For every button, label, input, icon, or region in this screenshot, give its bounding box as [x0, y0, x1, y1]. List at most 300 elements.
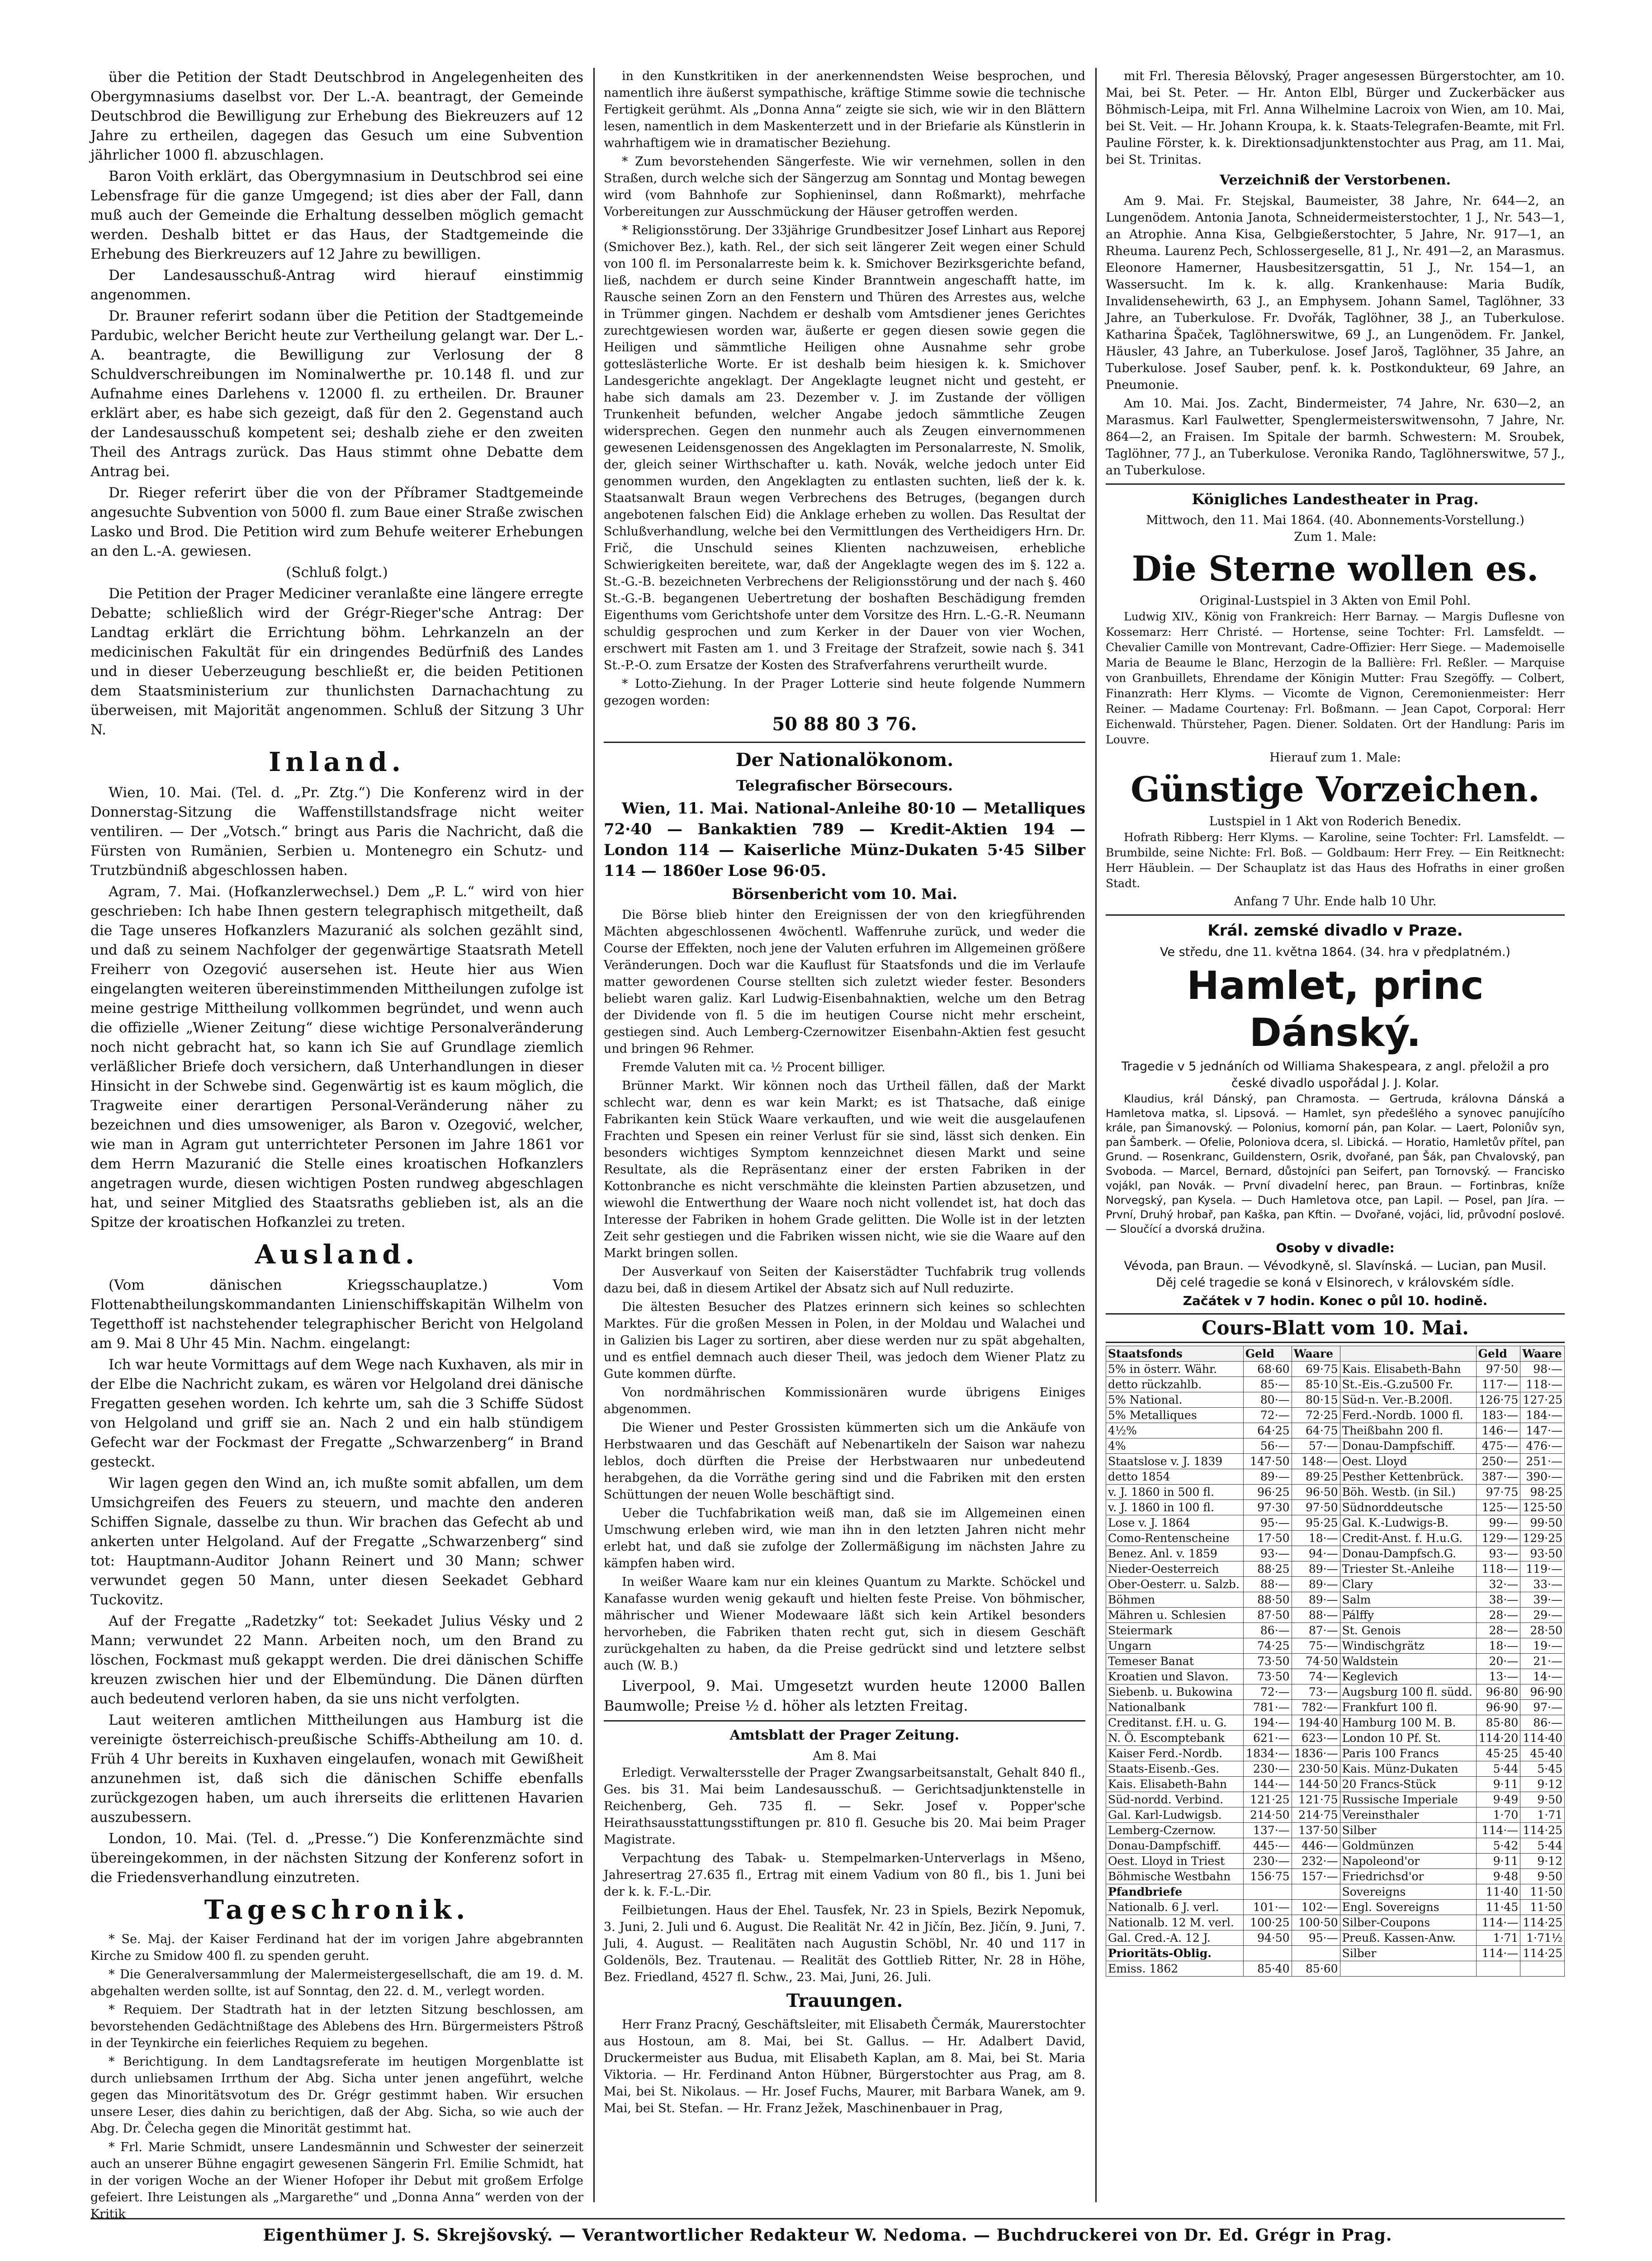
- table-cell: 19·—: [1520, 1638, 1565, 1654]
- czech-times: Začátek v 7 hodin. Konec o půl 10. hodině.: [1183, 1293, 1488, 1308]
- table-cell: Napoleond'or: [1340, 1854, 1476, 1869]
- table-cell: detto 1854: [1106, 1469, 1244, 1485]
- table-header-cell: [1340, 1346, 1476, 1362]
- table-cell: 9·48: [1476, 1869, 1520, 1884]
- table-cell: 96·90: [1476, 1700, 1520, 1715]
- table-cell: 782·—: [1292, 1700, 1340, 1715]
- news-item: * Se. Maj. der Kaiser Ferdinand hat der im vorigen Jahre abgebrannten Kirche zu Smidow 400 fl. zu spenden geruht.: [90, 1932, 583, 1963]
- table-row: [1106, 1561, 1565, 1577]
- czech-note: Děj celé tragedie se koná v Elsinorech, v královském sídle.: [1156, 1276, 1515, 1290]
- table-cell: 1·71: [1520, 1807, 1565, 1823]
- table-cell: 29·—: [1520, 1608, 1565, 1623]
- table-row: [1106, 1792, 1565, 1807]
- article-paragraph: Wien, 10. Mai. (Tel. d. „Pr. Ztg.“) Die Konferenz wird in der Donnerstag-Sitzung die Waffenstillstandsfrage nicht weiter ventiliren. — Der „Votsch.“ bringt aus Paris die Nachricht, daß die Fürsten von Rumänien, Serbien u. Montenegro ein Schutz- und Trutzbündniß abgeschlossen haben.: [90, 785, 583, 879]
- table-cell: 475·—: [1476, 1438, 1520, 1454]
- table-cell: Silber: [1340, 1946, 1476, 1961]
- table-cell: Donau-Dampfschiff.: [1340, 1438, 1476, 1454]
- table-cell: 86·—: [1520, 1715, 1565, 1731]
- table-cell: 89·25: [1292, 1469, 1340, 1485]
- news-item: Feilbietungen. Haus der Ehel. Tausfek, Nr. 23 in Spiels, Bezirk Nepomuk, 3. Juni, 2. Juli und 6. August. Die Realität Nr. 42 in Jičín, Bez. Jičín, 9. Juni, 7. Juli, 4. August. — Realitäten nach Augustin Schöbl, Nr. 40 und 117 in Goldenöls, Bez. Trautenau. — Realität des Gottlieb Ritter, Nr. 28 in Höhe, Bez. Friedland, 4527 fl. Schw., 23. Mai, Juni, 26. Juli.: [604, 1903, 1085, 1984]
- theatre-date: Mittwoch, den 11. Mai 1864. (40. Abonnements-Vorstellung.): [1146, 513, 1524, 527]
- table-cell: 126·75: [1476, 1392, 1520, 1408]
- table-cell: 114·25: [1520, 1946, 1565, 1961]
- table-cell: Triester St.-Anleihe: [1340, 1561, 1476, 1577]
- table-row: [1106, 1377, 1565, 1392]
- table-cell: 98·—: [1520, 1362, 1565, 1377]
- table-cell: 88·50: [1243, 1592, 1292, 1608]
- table-cell: 5% in österr. Währ.: [1106, 1362, 1244, 1377]
- table-row: [1106, 1608, 1565, 1623]
- table-cell: Sovereigns: [1340, 1884, 1476, 1900]
- table-cell: Süd-nordd. Verbind.: [1106, 1792, 1244, 1807]
- table-cell: Donau-Dampfsch.G.: [1340, 1546, 1476, 1561]
- table-cell: 147·50: [1243, 1454, 1292, 1469]
- table-cell: Paris 100 Francs: [1340, 1746, 1476, 1761]
- table-cell: Ober-Oesterr. u. Salzb.: [1106, 1577, 1244, 1592]
- table-cell: 117·—: [1476, 1377, 1520, 1392]
- table-cell: 446·—: [1292, 1838, 1340, 1854]
- exchange-table: [1106, 1346, 1565, 1977]
- column-3: [1106, 68, 1565, 2202]
- table-cell: 194·40: [1292, 1715, 1340, 1731]
- news-item: * Frl. Marie Schmidt, unsere Landesmännin und Schwester der seinerzeit auch an unserer Bühne engagirt gewesenen Sängerin Frl. Emilie Schmidt, hat in der vorigen Woche an der Wiener Hofoper ihr Debut mit großem Erfolge gefeiert. Ihre Leistungen als „Margarethe“ und „Donna Anna“ werden von der Kritik: [90, 2140, 583, 2221]
- play-subtitle: Original-Lustspiel in 3 Akten von Emil Pohl.: [1199, 594, 1471, 608]
- table-cell: 94·50: [1243, 1930, 1292, 1946]
- table-cell: 147·—: [1520, 1423, 1565, 1438]
- table-cell: 4%: [1106, 1438, 1244, 1454]
- table-cell: Pfandbriefe: [1106, 1884, 1244, 1900]
- table-cell: 13·—: [1476, 1669, 1520, 1684]
- table-cell: 64·75: [1292, 1423, 1340, 1438]
- table-cell: Frankfurt 100 fl.: [1340, 1700, 1476, 1715]
- table-cell: 93·—: [1476, 1546, 1520, 1561]
- column-2: [604, 68, 1085, 2202]
- table-cell: 74·25: [1243, 1638, 1292, 1654]
- table-cell: Lose v. J. 1864: [1106, 1515, 1244, 1531]
- subheading-boersenbericht: Börsenbericht vom 10. Mai.: [732, 885, 957, 903]
- newspaper-page: [90, 68, 1565, 2261]
- table-cell: Gal. K.-Ludwigs-B.: [1340, 1515, 1476, 1531]
- table-cell: 230·50: [1292, 1761, 1340, 1777]
- article-paragraph: Der Landesausschuß-Antrag wird hierauf einstimmig angenommen.: [90, 267, 583, 303]
- table-header-cell: Staatsfonds: [1106, 1346, 1244, 1362]
- table-cell: 9·11: [1476, 1854, 1520, 1869]
- section-heading-nationaloekonom: Der Nationalökonom.: [735, 749, 954, 771]
- table-cell: detto rückzahlb.: [1106, 1377, 1244, 1392]
- table-cell: 17·50: [1243, 1531, 1292, 1546]
- table-cell: 125·—: [1476, 1500, 1520, 1515]
- table-cell: 194·—: [1243, 1715, 1292, 1731]
- table-cell: 251·—: [1520, 1454, 1565, 1469]
- table-cell: 21·—: [1520, 1654, 1565, 1669]
- article-paragraph: Wir lagen gegen den Wind an, ich mußte somit abfallen, um dem Umsichgreifen des Feuers zu steuern, und machte den anderen Schiffen Signale, dasselbe zu thun. Wir brachen das Gefecht ab und ankerten unter Helgoland. Auf der Fregatte „Schwarzenberg“ sind tot: Hauptmann-Auditor Johann Reinert und 30 Mann; schwer verwundet gegen 50 Mann, unter diesen Seekadet Gebhard Tuckovitz.: [90, 1475, 583, 1608]
- table-cell: 9·11: [1476, 1777, 1520, 1792]
- table-cell: 387·—: [1476, 1469, 1520, 1485]
- table-row: [1106, 1700, 1565, 1715]
- table-cell: 11·40: [1476, 1884, 1520, 1900]
- news-item: Herr Franz Pracný, Geschäftsleiter, mit Elisabeth Čermák, Maurerstochter aus Hostoun, am 8. Mai, bei St. Gallus. — Hr. Adalbert David, Druckermeister aus Budua, mit Elisabeth Kaplan, am 8. Mai, bei St. Maria Viktoria. — Hr. Ferdinand Anton Hübner, Bürgerstochter aus Prag, am 8. Mai, bei St. Nikolaus. — Hr. Josef Fuchs, Maurer, mit Barbara Wanek, am 9. Mai, bei St. Stefan. — Hr. Franz Ježek, Maschinenbauer in Prag,: [604, 2018, 1085, 2115]
- table-cell: Silber: [1340, 1823, 1476, 1838]
- table-cell: 445·—: [1243, 1838, 1292, 1854]
- lotto-numbers: 50 88 80 3 76.: [772, 714, 917, 735]
- article-paragraph: Die Börse blieb hinter den Ereignissen der von den kriegführenden Mächten abgeschlossenen 4wöchentl. Waffenruhe zurück, und weder die Course der Effekten, noch jene der Valuten erfuhren im Allgemeinen größere Veränderungen. Doch war die Kauflust für Staatsfonds und die im Verlaufe matter gewordenen Course stellten sich zuletzt wieder fester. Besonders beliebt waren galiz. Karl Ludwig-Eisenbahnaktien, welche um den Betrag der Dividende von fl. 5 die im heutigen Course nicht mehr erscheint, gestiegen sind. Auch Lemberg-Czernowitzer Eisenbahn-Aktien fest gesucht und bringen 96 Rehmer.: [604, 908, 1085, 1056]
- table-cell: 73·50: [1243, 1654, 1292, 1669]
- table-cell: Kais. Elisabeth-Bahn: [1106, 1777, 1244, 1792]
- table-cell: 9·50: [1520, 1869, 1565, 1884]
- table-cell: 72·—: [1243, 1684, 1292, 1700]
- table-cell: 69·75: [1292, 1362, 1340, 1377]
- table-cell: 146·—: [1476, 1423, 1520, 1438]
- exchange-rates: Wien, 11. Mai. National-Anleihe 80·10 — Metalliques 72·40 — Bankaktien 789 — Kredit-Aktien 194 — London 114 — Kaiserliche Münz-Dukaten 5·45 Silber 114 — 1860er Lose 96·05.: [604, 799, 1085, 880]
- table-cell: 250·—: [1476, 1454, 1520, 1469]
- table-cell: Kais. Elisabeth-Bahn: [1340, 1362, 1476, 1377]
- table-cell: 127·25: [1520, 1392, 1565, 1408]
- article-paragraph: über die Petition der Stadt Deutschbrod in Angelegenheiten des Obergymnasiums daselbst vor. Der L.-A. beantragt, der Gemeinde Deutschbrod die Bewilligung zur Erhebung des Biekreuzers auf 12 Jahre zu ertheilen, dagegen das Gesuch um eine Subvention jährlicher 1000 fl. abzuschlagen.: [90, 69, 583, 163]
- subheading-amtsblatt: Amtsblatt der Prager Zeitung.: [729, 1727, 960, 1743]
- table-cell: 148·—: [1292, 1454, 1340, 1469]
- table-row: [1106, 1654, 1565, 1669]
- divider: [1106, 914, 1565, 916]
- table-cell: Kaiser Ferd.-Nordb.: [1106, 1746, 1244, 1761]
- table-row: [1106, 1438, 1565, 1454]
- article-paragraph: Dr. Rieger referirt über die von der Příbramer Stadtgemeinde angesuchte Subvention von 5000 fl. zum Baue einer Straße zwischen Lasko und Brod. Die Petition wird zum Behufe weiterer Erhebungen an den L.-A. gewiesen.: [90, 485, 583, 559]
- subheading-telegraphic: Telegrafischer Börsecours.: [736, 777, 953, 794]
- table-cell: 96·80: [1476, 1684, 1520, 1700]
- table-cell: 33·—: [1520, 1577, 1565, 1592]
- table-cell: [1476, 1961, 1520, 1977]
- table-cell: Clary: [1340, 1577, 1476, 1592]
- table-cell: 623·—: [1292, 1731, 1340, 1746]
- news-item: * Religionsstörung. Der 33jährige Grundbesitzer Josef Linhart aus Reporej (Smichover Bez.), kath. Rel., der sich seit längerer Zeit wegen einer Schuld von 100 fl. im Personalarreste beim k. k. Smichover Bezirksgerichte befand, ließ, nachdem er durch seine Kinder Branntwein angeschafft hatte, im Rausche seinen Zorn an den Fenstern und Thüren des Arrestes aus, welche in Trümmer gingen. Nachdem er deshalb vom Amtsdiener jenes Gerichtes zurechtgewiesen worden war, äußerte er gegen diesen sowie gegen die Heiligen und sämmtliche Heiligen ohne Ausnahme sehr grobe gotteslästerliche Worte. Er ist deshalb beim hiesigen k. k. Smichover Landesgerichte angeklagt. Der Angeklagte leugnet nicht und gesteht, er habe sich damals am 23. Dezember v. J. im Zustande der völligen Trunkenheit befunden, welcher Angabe jedoch sämmtliche Zeugen widersprechen. Gegen den nunmehr auch als Zeugen einvernommenen gewesenen Leidensgenossen des Angeklagten im Personalarreste, N. Smolik, der, gleich seiner Wirthschafter u. kath. Novák, welche jedoch unter Eid genommen wurden, den Angeklagten zu entlasten suchten, ließ der k. k. Staatsanwalt Braun wegen Verbrechens des Betruges, (begangen durch angebotenen falschen Eid) die Anklage erheben zu wollen. Das Resultat der Schlußverhandlung, welche bei den Vermittlungen des Vertheidigers Hrn. Dr. Frič, die Unschuld seines Klienten nachzuweisen, erhebliche Schwierigkeiten bereitete, war, daß der Angeklagte wegen des im §. 122 a. St.-G.-B. bezeichneten Verbrechens der Religionsstörung und der nach §. 460 St.-G.-B. begangenen Uebertretung der boshaften Beschädigung fremden Eigenthums vom Gerichtshofe unter dem Vorsitze des Hrn. L.-G.-R. Neumann schuldig gesprochen und zum Kerker in der Dauer von vier Wochen, erschwert mit Fasten am 1. und 3 Freitage der Strafzeit, sowie nach §. 341 St.-P.-O. zum Ersatze der Kosten des Strafverfahrens verurtheilt wurde.: [604, 223, 1085, 672]
- table-cell: 1·71: [1476, 1930, 1520, 1946]
- table-cell: [1243, 1884, 1292, 1900]
- table-cell: 97·75: [1476, 1485, 1520, 1500]
- play-cast: Hofrath Ribberg: Herr Klyms. — Karoline, seine Tochter: Frl. Lamsfeldt. — Brumbilde, seine Nichte: Frl. Boß. — Goldbaum: Herr Frey. — Ein Reitknecht: Herr Häublein. — Der Schauplatz ist das Haus des Hofraths in einer großen Stadt.: [1106, 831, 1565, 890]
- table-cell: 214·50: [1243, 1807, 1292, 1823]
- divider: [604, 742, 1085, 743]
- table-cell: 1·71½: [1520, 1930, 1565, 1946]
- table-row: [1106, 1362, 1565, 1377]
- table-cell: Prioritäts-Oblig.: [1106, 1946, 1244, 1961]
- table-cell: 11·50: [1520, 1900, 1565, 1915]
- table-cell: 5·44: [1520, 1838, 1565, 1854]
- table-cell: Russische Imperiale: [1340, 1792, 1476, 1807]
- table-cell: 114·20: [1476, 1731, 1520, 1746]
- section-heading-inland: Inland.: [269, 747, 405, 777]
- theatre-second-label: Hierauf zum 1. Male:: [1269, 751, 1401, 765]
- table-cell: 87·—: [1292, 1623, 1340, 1638]
- table-cell: 88·—: [1292, 1608, 1340, 1623]
- czech-theatre-heading: Král. zemské divadlo v Praze.: [1207, 922, 1463, 940]
- table-cell: Kroatien und Slavon.: [1106, 1669, 1244, 1684]
- table-cell: [1340, 1961, 1476, 1977]
- table-cell: Staatslose v. J. 1839: [1106, 1454, 1244, 1469]
- table-cell: 20·—: [1476, 1654, 1520, 1669]
- table-cell: 80·—: [1243, 1392, 1292, 1408]
- column-divider: [1095, 68, 1097, 2202]
- article-paragraph: Dr. Brauner referirt sodann über die Petition der Stadtgemeinde Pardubic, welcher Bericht heute zur Vertheilung gelangt war. Der L.-A. beantragte, die Bewilligung zur Verlosung der 8 Schuldverschreibungen im Nominalwerthe pr. 10.148 fl. und zur Aufnahme eines Darlehens v. 12000 fl. zu ertheilen. Dr. Brauner erklärt aber, es habe sich gezeigt, daß für den 2. Gegenstand auch der Landesausschuß kompetent sei; deshalb ziehe er den zweiten Theil des Antrags zurück. Das Haus stimmt ohne Debatte dem Antrag bei.: [90, 308, 583, 480]
- table-cell: 96·25: [1243, 1485, 1292, 1500]
- table-cell: [1292, 1884, 1340, 1900]
- table-cell: 96·90: [1520, 1684, 1565, 1700]
- table-row: [1106, 1761, 1565, 1777]
- table-row: [1106, 1746, 1565, 1761]
- table-row: [1106, 1485, 1565, 1500]
- table-cell: Lemberg-Czernow.: [1106, 1823, 1244, 1838]
- table-cell: 156·75: [1243, 1869, 1292, 1884]
- table-cell: Böh. Westb. (in Sil.): [1340, 1485, 1476, 1500]
- table-cell: 38·—: [1476, 1592, 1520, 1608]
- table-cell: 125·50: [1520, 1500, 1565, 1515]
- table-row: [1106, 1777, 1565, 1792]
- table-row: [1106, 1946, 1565, 1961]
- table-cell: 74·50: [1292, 1654, 1340, 1669]
- table-cell: Steiermark: [1106, 1623, 1244, 1638]
- table-cell: 14·—: [1520, 1669, 1565, 1684]
- table-cell: St.-Eis.-G.zu500 Fr.: [1340, 1377, 1476, 1392]
- article-paragraph: Fremde Valuten mit ca. ½ Procent billiger.: [622, 1060, 885, 1074]
- table-cell: Emiss. 1862: [1106, 1961, 1244, 1977]
- table-cell: Ungarn: [1106, 1638, 1244, 1654]
- table-cell: 56·—: [1243, 1438, 1292, 1454]
- table-cell: 230·—: [1243, 1854, 1292, 1869]
- table-cell: Benez. Anl. v. 1859: [1106, 1546, 1244, 1561]
- news-item: Erledigt. Verwaltersstelle der Prager Zwangsarbeitsanstalt, Gehalt 840 fl., Ges. bis 31. Mai beim Landesausschuß. — Gerichtsadjunktenstelle in Reichenberg, Geh. 735 fl. — Sekr. Josef v. Popper'sche Heirathsausstattungsstiftungen pr. 810 fl. Gesuche bis 20. Mai beim Prager Magistrate.: [604, 1766, 1085, 1847]
- table-cell: v. J. 1860 in 500 fl.: [1106, 1485, 1244, 1500]
- table-cell: 86·—: [1243, 1623, 1292, 1638]
- table-cell: Gal. Cred.-A. 12 J.: [1106, 1930, 1244, 1946]
- table-cell: Salm: [1340, 1592, 1476, 1608]
- table-cell: Hamburg 100 M. B.: [1340, 1715, 1476, 1731]
- table-cell: 114·40: [1520, 1731, 1565, 1746]
- table-cell: Nationalb. 12 M. verl.: [1106, 1915, 1244, 1930]
- table-cell: St. Genois: [1340, 1623, 1476, 1638]
- table-cell: [1243, 1946, 1292, 1961]
- play-title: Hamlet, princ Dánský.: [1187, 963, 1484, 1055]
- table-header-row: [1106, 1346, 1565, 1362]
- table-cell: Nationalbank: [1106, 1700, 1244, 1715]
- article-paragraph: Die Petition der Prager Mediciner veranlaßte eine längere erregte Debatte; schließlich wird der Grégr-Rieger'sche Antrag: Der Landtag erklärt die Errichtung böhm. Lehrkanzeln an der medicinischen Fakultät für ein dringendes Bedürfniß des Landes und in dieser Ueberzeugung beschließt er, die beiden Petitionen dem Staatsministerium zur thunlichsten Darnachachtung zu überweisen, mit Majorität angenommen. Schluß der Sitzung 3 Uhr N.: [90, 586, 583, 738]
- table-cell: 1836·—: [1292, 1746, 1340, 1761]
- table-cell: Keglevich: [1340, 1669, 1476, 1684]
- table-row: [1106, 1684, 1565, 1700]
- article-paragraph: Baron Voith erklärt, das Obergymnasium in Deutschbrod sei eine Lebensfrage für die ganze Umgegend; ist dies aber der Fall, dann muß auch der Gemeinde die Erhaltung desselben möglich gemacht werden. Deshalb bittet er das Haus, der Stadtgemeinde die Erhebung des Bierkreuzers auf 12 Jahre zu bewilligen.: [90, 168, 583, 262]
- table-cell: N. Ö. Escomptebank: [1106, 1731, 1244, 1746]
- kurs-heading: Cours-Blatt vom 10. Mai.: [1106, 1313, 1565, 1343]
- table-cell: 74·—: [1292, 1669, 1340, 1684]
- table-row: [1106, 1823, 1565, 1838]
- table-row: [1106, 1515, 1565, 1531]
- table-cell: 28·50: [1520, 1623, 1565, 1638]
- table-cell: 57·—: [1292, 1438, 1340, 1454]
- table-row: [1106, 1961, 1565, 1977]
- table-cell: 73·—: [1292, 1684, 1340, 1700]
- table-cell: 88·25: [1243, 1561, 1292, 1577]
- news-item: * Berichtigung. In dem Landtagsreferate im heutigen Morgenblatte ist durch unliebsamen Irrthum der Abg. Sicha unter jenen angeführt, welche gegen das Minoritätsvotum des Dr. Grégr gestimmt haben. Wir ersuchen unsere Leser, dies dahin zu berichtigen, daß der Abg. Sicha, so wie auch der Abg. Dr. Čelecha gegen die Minorität gestimmt hat.: [90, 2055, 583, 2136]
- table-cell: 114·25: [1520, 1915, 1565, 1930]
- article-paragraph: Brünner Markt. Wir können noch das Urtheil fällen, daß der Markt schlecht war, denn es war kein Markt; es ist Thatsache, daß einige Fabrikanten kein Stück Waare verkauften, und wie weit die ausgelaufenen Frachten und Spesen ein reiner Verlust für sie sind, lässt sich denken. Ein besonders wichtiges Symptom kennzeichnet diesen Markt und seine Resultate, als die Repräsentanz einer der ersten Fabriken in der Kottonbranche es nicht verschmähte die kleinsten Partien abzusetzen, und wiewohl die Entwerthung der Waare noch nicht vollendet ist, hat doch das Interesse der Fabriken in hohem Grade gelitten. Die Wolle ist in der letzten Zeit sehr gestiegen und die Fabriken wissen nicht, wie sie die Waare auf den Markt bringen sollen.: [604, 1079, 1085, 1260]
- table-cell: 89·—: [1292, 1592, 1340, 1608]
- article-paragraph: Laut weiteren amtlichen Mittheilungen aus Hamburg ist die vereinigte österreichisch-preußische Schiffs-Abtheilung am 10. d. Früh 4 Uhr bereits in Kuxhaven eingelaufen, wonach mit Gewißheit anzunehmen ist, daß sich die dänischen Schiffe ebenfalls zurückgezogen haben, um auch ihrerseits die erlittenen Havarien auszubessern.: [90, 1712, 583, 1826]
- table-row: [1106, 1531, 1565, 1546]
- section-heading-tageschronik: Tageschronik.: [204, 1894, 470, 1925]
- table-row: [1106, 1669, 1565, 1684]
- table-cell: [1292, 1946, 1340, 1961]
- table-cell: 137·—: [1243, 1823, 1292, 1838]
- table-cell: Gal. Karl-Ludwigsb.: [1106, 1807, 1244, 1823]
- table-cell: 214·75: [1292, 1807, 1340, 1823]
- table-cell: Silber-Coupons: [1340, 1915, 1476, 1930]
- section-heading-trauungen: Trauungen.: [786, 1990, 903, 2011]
- table-cell: Engl. Sovereigns: [1340, 1900, 1476, 1915]
- table-cell: 95·—: [1292, 1930, 1340, 1946]
- column-1: [90, 68, 583, 2221]
- divider: [604, 1720, 1085, 1722]
- table-cell: 72·25: [1292, 1408, 1340, 1423]
- table-cell: 100·25: [1243, 1915, 1292, 1930]
- news-item: mit Frl. Theresia Bělovský, Prager angesessen Bürgerstochter, am 10. Mai, bei St. Peter. — Hr. Anton Elbl, Bürger und Zuckerbäcker aus Böhmisch-Leipa, mit Frl. Anna Wilhelmine Lacroix von Wien, am 10. Mai, bei St. Veit. — Hr. Johann Kroupa, k. k. Staats-Telegrafen-Beamte, mit Frl. Pauline Förster, k. k. Direktionsadjunktenstochter aus Prag, am 11. Mai, bei St. Trinitas.: [1106, 69, 1565, 167]
- table-cell: 621·—: [1243, 1731, 1292, 1746]
- play-title: Die Sterne wollen es.: [1131, 549, 1539, 589]
- play-subtitle: Tragedie v 5 jednáních od Williama Shakespeara, z angl. přeložil a pro české divadlo uspořádal J. J. Kolar.: [1121, 1060, 1549, 1090]
- table-row: [1106, 1715, 1565, 1731]
- table-cell: 85·40: [1243, 1961, 1292, 1977]
- table-cell: Friedrichsd'or: [1340, 1869, 1476, 1884]
- table-cell: Oest. Lloyd: [1340, 1454, 1476, 1469]
- table-cell: 28·—: [1476, 1608, 1520, 1623]
- table-cell: 5·44: [1476, 1761, 1520, 1777]
- theatre-first-label: Zum 1. Male:: [1294, 530, 1377, 544]
- table-cell: 101·—: [1243, 1900, 1292, 1915]
- table-cell: Augsburg 100 fl. südd.: [1340, 1684, 1476, 1700]
- imprint-footer: Eigenthümer J. S. Skrejšovský. — Verantwortlicher Redakteur W. Nedoma. — Buchdruckerei von Dr. Ed. Grégr in Prag.: [90, 2218, 1565, 2245]
- table-cell: 85·60: [1292, 1961, 1340, 1977]
- play-subtitle: Lustspiel in 1 Akt von Roderich Benedix.: [1209, 814, 1462, 828]
- table-cell: 95·—: [1243, 1515, 1292, 1531]
- table-cell: 129·25: [1520, 1531, 1565, 1546]
- table-cell: 184·—: [1520, 1408, 1565, 1423]
- article-paragraph: Die Wiener und Pester Grossisten kümmerten sich um die Ankäufe von Herbstwaaren und das Geschäft auf Nebenartikeln der Saison war nahezu leblos, doch dürften die Preise der Herbstwaaren nur unbedeutend herabgehen, da die Vorräthe gering sind und die Fabriken mit den ersten Schüttungen der neuen Wolle beschäftigt sind.: [604, 1421, 1085, 1502]
- table-cell: Como-Rentenscheine: [1106, 1531, 1244, 1546]
- table-cell: 476·—: [1520, 1438, 1565, 1454]
- table-cell: 97·50: [1292, 1500, 1340, 1515]
- play-cast: Ludwig XIV., König von Frankreich: Herr Barnay. — Margis Duflesne von Kossemarz: Herr Christé. — Hortense, seine Tochter: Frl. Lamsfeldt. — Chevalier Camille von Montrevant, Cadre-Offizier: Herr Siege. — Mademoiselle Maria de Beaume le Blanc, Herzogin de la Ballière: Frl. Reßler. — Marquise von Granbuillets, Ehrendame der Königin Mutter: Frau Szegöffy. — Colbert, Finanzrath: Herr Klyms. — Vicomte de Vignon, Ceremonienmeister: Herr Reiner. — Madame Courtenay: Frl. Boßmann. — Jean Capot, Corporal: Herr Eichenwald. Thürsteher, Pagen. Diener. Soldaten. Ort der Handlung: Paris im Louvre.: [1106, 610, 1565, 746]
- table-cell: 137·50: [1292, 1823, 1340, 1838]
- table-cell: Windischgrätz: [1340, 1638, 1476, 1654]
- play-title: Günstige Vorzeichen.: [1131, 769, 1540, 809]
- table-row: [1106, 1408, 1565, 1423]
- article-paragraph: (Vom dänischen Kriegsschauplatze.) Vom Flottenabtheilungskommandanten Linienschiffskapitän Wilhelm von Tegetthoff ist nachstehender telegraphischer Bericht von Helgoland am 9. Mai 8 Uhr 45 Min. Nachm. eingelangt:: [90, 1277, 583, 1352]
- table-cell: 97·50: [1476, 1362, 1520, 1377]
- table-cell: 32·—: [1476, 1577, 1520, 1592]
- table-cell: 99·—: [1476, 1515, 1520, 1531]
- theatre-heading: Königliches Landestheater in Prag.: [1192, 491, 1479, 508]
- table-cell: 9·12: [1520, 1777, 1565, 1792]
- table-cell: 97·30: [1243, 1500, 1292, 1515]
- table-cell: 232·—: [1292, 1854, 1340, 1869]
- play-cast: Klaudius, král Dánský, pan Chramosta. — Gertruda, královna Dánská a Hamletova matka, sl. Lipsová. — Hamlet, syn předešlého a synovec panujícího krále, pan Šimanovský. — Polonius, komorní pán, pan Kolar. — Laert, Poloniův syn, pan Šamberk. — Ofelie, Poloniova dcera, sl. Libická. — Horatio, Hamletův přítel, pan Grund. — Rosenkranc, Guildenstern, Osrik, dvořané, pan Šák, pan Chvalovský, pan Svoboda. — Marcel, Bernard, důstojníci pan Seifert, pan Tornovský. — Francisko vojákl, pan Novák. — První divadelní herec, pan Braun. — Fortinbras, kníže Norvegský, pan Kysela. — Duch Hamletova otce, pan Lapil. — Posel, pan Jíra. — První, Druhý hrobař, pan Kaška, pan Kftin. — Dvořané, vojáci, lid, průvodní poslové. — Sloučící a dvorská družina.: [1106, 1093, 1565, 1235]
- table-cell: 4½%: [1106, 1423, 1244, 1438]
- table-cell: 121·75: [1292, 1792, 1340, 1807]
- article-paragraph: Der Ausverkauf von Seiten der Kaiserstädter Tuchfabrik trug vollends dazu bei, daß in diesem Artikel der Absatz sich auf Null reduzirte.: [604, 1265, 1085, 1296]
- table-row: [1106, 1638, 1565, 1654]
- table-cell: 45·25: [1476, 1746, 1520, 1761]
- table-cell: 114·—: [1476, 1823, 1520, 1838]
- continued-note: (Schluß folgt.): [286, 564, 388, 581]
- table-cell: 9·12: [1520, 1854, 1565, 1869]
- table-row: [1106, 1838, 1565, 1854]
- table-cell: v. J. 1860 in 100 fl.: [1106, 1500, 1244, 1515]
- table-cell: 390·—: [1520, 1469, 1565, 1485]
- table-row: [1106, 1884, 1565, 1900]
- table-cell: 97·—: [1520, 1700, 1565, 1715]
- table-cell: 100·50: [1292, 1915, 1340, 1930]
- table-cell: 95·25: [1292, 1515, 1340, 1531]
- table-cell: 11·50: [1520, 1884, 1565, 1900]
- section-heading-verstorbene: Verzeichniß der Verstorbenen.: [1220, 172, 1451, 188]
- table-cell: 89·—: [1292, 1577, 1340, 1592]
- table-cell: Temeser Banat: [1106, 1654, 1244, 1669]
- table-cell: 85·—: [1243, 1377, 1292, 1392]
- table-cell: 89·—: [1292, 1561, 1340, 1577]
- osoby-label: Osoby v divadle:: [1276, 1240, 1395, 1255]
- table-cell: Siebenb. u. Bukowina: [1106, 1684, 1244, 1700]
- section-heading-ausland: Ausland.: [255, 1239, 419, 1270]
- table-cell: 28·—: [1476, 1623, 1520, 1638]
- table-cell: 18·—: [1292, 1531, 1340, 1546]
- theatre-times: Anfang 7 Uhr. Ende halb 10 Uhr.: [1234, 894, 1437, 908]
- table-cell: 5% Metalliques: [1106, 1408, 1244, 1423]
- table-cell: 157·—: [1292, 1869, 1340, 1884]
- table-header-cell: Waare: [1292, 1346, 1340, 1362]
- czech-theatre-date: Ve středu, dne 11. května 1864. (34. hra v předplatném.): [1160, 945, 1510, 959]
- table-row: [1106, 1469, 1565, 1485]
- article-paragraph: Liverpool, 9. Mai. Umgesetzt wurden heute 12000 Ballen Baumwolle; Preise ½ d. höher als letzten Freitag.: [604, 1677, 1085, 1714]
- table-cell: 11·45: [1476, 1900, 1520, 1915]
- table-cell: 114·25: [1520, 1823, 1565, 1838]
- article-paragraph: Auf der Fregatte „Radetzky“ tot: Seekadet Julius Vésky und 2 Mann; verwundet 22 Mann. Arbeiten noch, um den Brand zu löschen, Fockmast muß gekappt werden. Die drei dänischen Schiffe kreuzen zwischen hier und der Elbemündung. Die Dänen dürften auch bedeutend verloren haben, da sie uns nicht verfolgten.: [90, 1613, 583, 1707]
- table-row: [1106, 1423, 1565, 1438]
- table-cell: 18·—: [1476, 1638, 1520, 1654]
- table-cell: 118·—: [1476, 1561, 1520, 1577]
- column-divider: [593, 68, 595, 2202]
- table-cell: Waldstein: [1340, 1654, 1476, 1669]
- news-item: * Die Generalversammlung der Malermeistergesellschaft, die am 19. d. M. abgehalten werden sollte, ist auf Sonntag, den 22. d. M., verlegt worden.: [90, 1968, 583, 1998]
- table-cell: Böhmische Westbahn: [1106, 1869, 1244, 1884]
- table-cell: 98·25: [1520, 1485, 1565, 1500]
- table-cell: Mähren u. Schlesien: [1106, 1608, 1244, 1623]
- table-cell: 121·25: [1243, 1792, 1292, 1807]
- table-row: [1106, 1392, 1565, 1408]
- table-cell: Pesther Kettenbrück.: [1340, 1469, 1476, 1485]
- table-cell: 94·—: [1292, 1546, 1340, 1561]
- table-cell: 39·—: [1520, 1592, 1565, 1608]
- table-cell: 73·50: [1243, 1669, 1292, 1684]
- table-cell: 1·70: [1476, 1807, 1520, 1823]
- table-cell: 45·40: [1520, 1746, 1565, 1761]
- table-row: [1106, 1500, 1565, 1515]
- table-cell: Staats-Eisenb.-Ges.: [1106, 1761, 1244, 1777]
- table-row: [1106, 1915, 1565, 1930]
- table-row: [1106, 1592, 1565, 1608]
- table-cell: Böhmen: [1106, 1592, 1244, 1608]
- table-cell: Südnorddeutsche: [1340, 1500, 1476, 1515]
- table-header-cell: Waare: [1520, 1346, 1565, 1362]
- table-cell: Vereinsthaler: [1340, 1807, 1476, 1823]
- table-cell: 64·25: [1243, 1423, 1292, 1438]
- table-cell: Kais. Münz-Dukaten: [1340, 1761, 1476, 1777]
- table-cell: 85·10: [1292, 1377, 1340, 1392]
